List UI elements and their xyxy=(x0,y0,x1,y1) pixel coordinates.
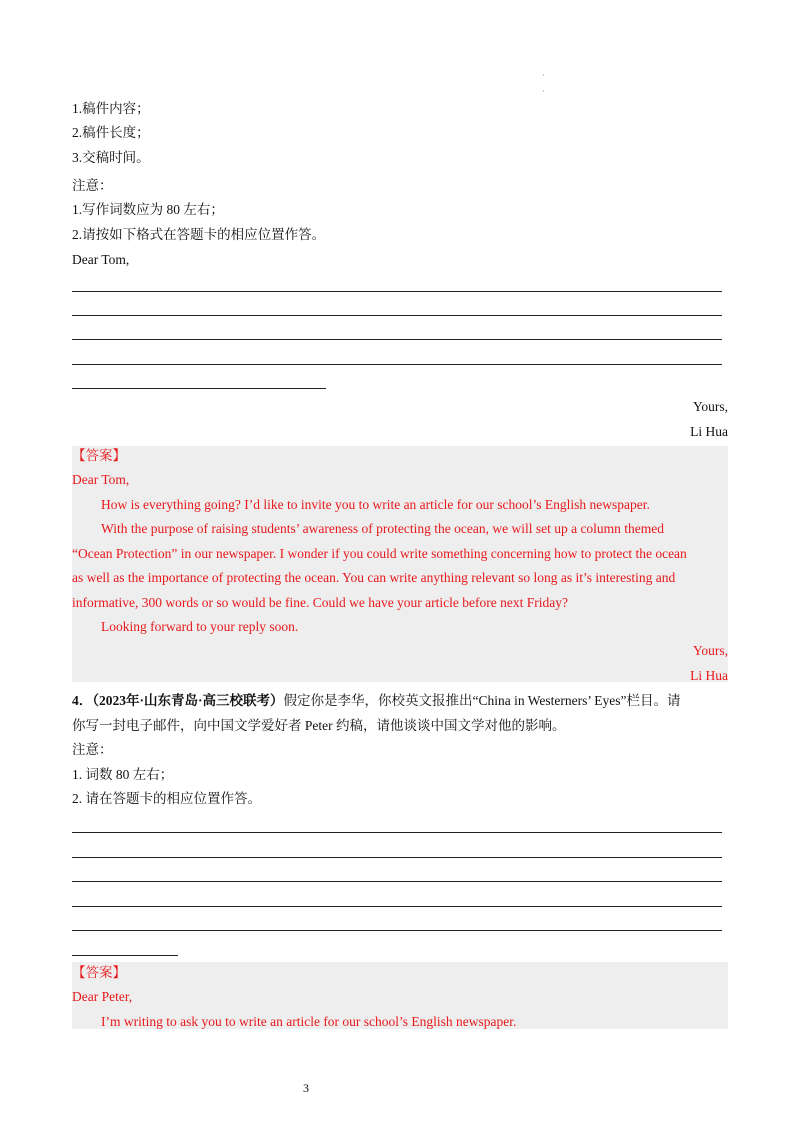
writing-line xyxy=(72,291,722,292)
question-4-line1 xyxy=(72,692,681,710)
note-item: 2.请按如下格式在答题卡的相应位置作答。 xyxy=(72,227,326,242)
answer-paragraph: “Ocean Protection” in our newspaper. I wonder if you could write something concerning how to protect the ocean xyxy=(72,546,687,561)
scan-speck: · xyxy=(542,87,545,96)
list-item: 1.稿件内容； xyxy=(72,101,150,116)
note-label: 注意： xyxy=(72,742,113,757)
answer-closing: Yours, xyxy=(692,643,728,658)
writing-line xyxy=(72,364,722,365)
note-item: 1. 词数 80 左右； xyxy=(72,767,174,782)
answer-paragraph: With the purpose of raising students’ awareness of protecting the ocean, we will set up a column themed xyxy=(101,521,665,536)
writing-line xyxy=(72,857,722,858)
answer-paragraph: informative, 300 words or so would be fine. Could we have your article before next Friday? xyxy=(72,595,568,610)
question-text: 假定你是李华，你校英文报推出“China in Westerners’ Eyes”栏目。请 xyxy=(283,693,681,708)
answer-label: 【答案】 xyxy=(72,448,126,463)
letter-signature: Li Hua xyxy=(690,424,728,439)
answer-paragraph: as well as the importance of protecting the ocean. You can write anything relevant so long as it’s interesting and xyxy=(72,570,676,585)
writing-line xyxy=(72,388,326,389)
answer-panel xyxy=(72,446,728,682)
note-item: 1.写作词数应为 80 左右； xyxy=(72,202,224,217)
letter-greeting: Dear Tom, xyxy=(72,252,130,267)
answer-label: 【答案】 xyxy=(72,965,126,980)
question-number: 4． xyxy=(72,693,93,708)
writing-line xyxy=(72,315,722,316)
writing-line xyxy=(72,955,178,956)
writing-line xyxy=(72,832,722,833)
answer-paragraph: I’m writing to ask you to write an article for our school’s English newspaper. xyxy=(101,1014,517,1029)
scan-speck: · xyxy=(542,71,545,80)
page-number: 3 xyxy=(303,1081,309,1095)
note-label: 注意： xyxy=(72,178,113,193)
question-source: （2023年·山东青岛·高三校联考） xyxy=(92,693,284,708)
answer-signature: Li Hua xyxy=(690,668,728,683)
writing-line xyxy=(72,881,722,882)
answer-paragraph: Looking forward to your reply soon. xyxy=(101,619,299,634)
list-item: 3.交稿时间。 xyxy=(72,150,150,165)
writing-line xyxy=(72,906,722,907)
answer-greeting: Dear Peter, xyxy=(72,989,133,1004)
answer-greeting: Dear Tom, xyxy=(72,472,130,487)
question-text: 你写一封电子邮件，向中国文学爱好者 Peter 约稿，请他谈谈中国文学对他的影响。 xyxy=(72,718,566,733)
writing-line xyxy=(72,930,722,931)
letter-closing: Yours, xyxy=(692,399,728,414)
list-item: 2.稿件长度； xyxy=(72,125,150,140)
answer-paragraph: How is everything going? I’d like to invite you to write an article for our school’s English newspaper. xyxy=(101,497,650,512)
note-item: 2. 请在答题卡的相应位置作答。 xyxy=(72,791,261,806)
writing-line xyxy=(72,339,722,340)
